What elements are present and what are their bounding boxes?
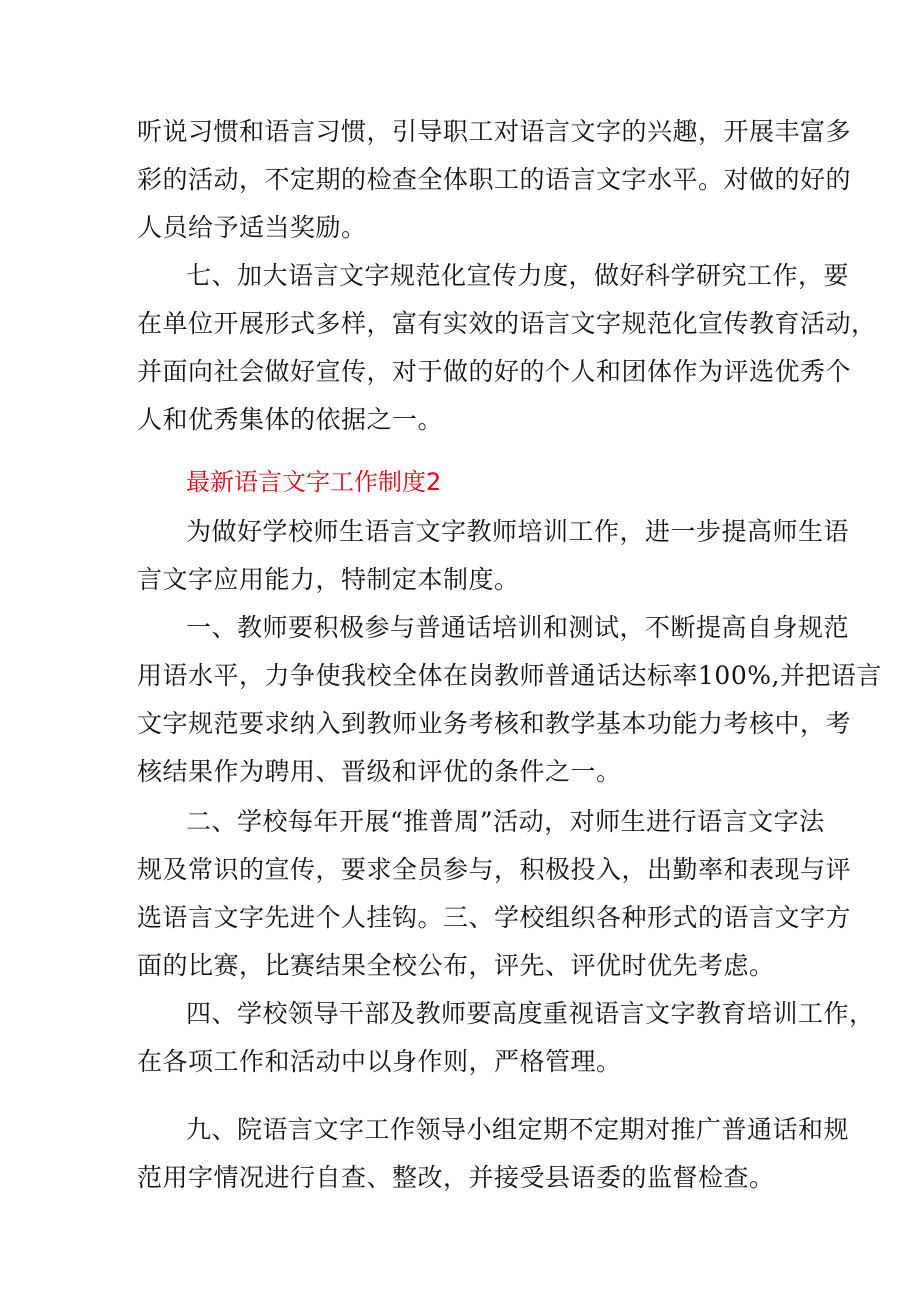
text-line: 人员给予适当奖励。 bbox=[137, 213, 367, 242]
text-line: 为做好学校师生语言文字教师培训工作，进一步提高师生语 bbox=[186, 517, 850, 546]
section-heading: 最新语言文字工作制度2 bbox=[186, 468, 442, 496]
text-line: 四、学校领导干部及教师要高度重视语言文字教育培训工作， bbox=[186, 999, 875, 1028]
text-line: 七、加大语言文字规范化宣传力度，做好科学研究工作，要 bbox=[186, 261, 850, 290]
text-line: 一、教师要积极参与普通话培训和测试，不断提高自身规范 bbox=[186, 613, 850, 642]
text-line: 九、院语言文字工作领导小组定期不定期对推广普通话和规 bbox=[186, 1115, 850, 1144]
text-line: 选语言文字先进个人挂钩。三、学校组织各种形式的语言文字方 bbox=[137, 903, 852, 932]
text-line: 文字规范要求纳入到教师业务考核和教学基本功能力考核中，考 bbox=[137, 709, 852, 738]
text-line: 彩的活动，不定期的检查全体职工的语言文字水平。对做的好的 bbox=[137, 165, 852, 194]
text-line: 人和优秀集体的依据之一。 bbox=[137, 405, 444, 434]
text-line: 用语水平，力争使我校全体在岗教师普通话达标率100%,并把语言 bbox=[137, 661, 882, 690]
text-line: 听说习惯和语言习惯，引导职工对语言文字的兴趣，开展丰富多 bbox=[137, 117, 852, 146]
text-line: 二、学校每年开展“推普周”活动，对师生进行语言文字法 bbox=[186, 807, 825, 836]
text-line: 并面向社会做好宣传，对于做的好的个人和团体作为评选优秀个 bbox=[137, 357, 852, 386]
text-line: 言文字应用能力，特制定本制度。 bbox=[137, 565, 520, 594]
text-line: 规及常识的宣传，要求全员参与，积极投入，出勤率和表现与评 bbox=[137, 855, 852, 884]
text-line: 范用字情况进行自查、整改，并接受县语委的监督检查。 bbox=[137, 1163, 775, 1192]
text-line: 面的比赛，比赛结果全校公布，评先、评优时优先考虑。 bbox=[137, 951, 775, 980]
text-line: 在单位开展形式多样，富有实效的语言文字规范化宣传教育活动， bbox=[137, 309, 877, 338]
text-line: 在各项工作和活动中以身作则，严格管理。 bbox=[137, 1047, 622, 1076]
text-line: 核结果作为聘用、晋级和评优的条件之一。 bbox=[137, 757, 622, 786]
